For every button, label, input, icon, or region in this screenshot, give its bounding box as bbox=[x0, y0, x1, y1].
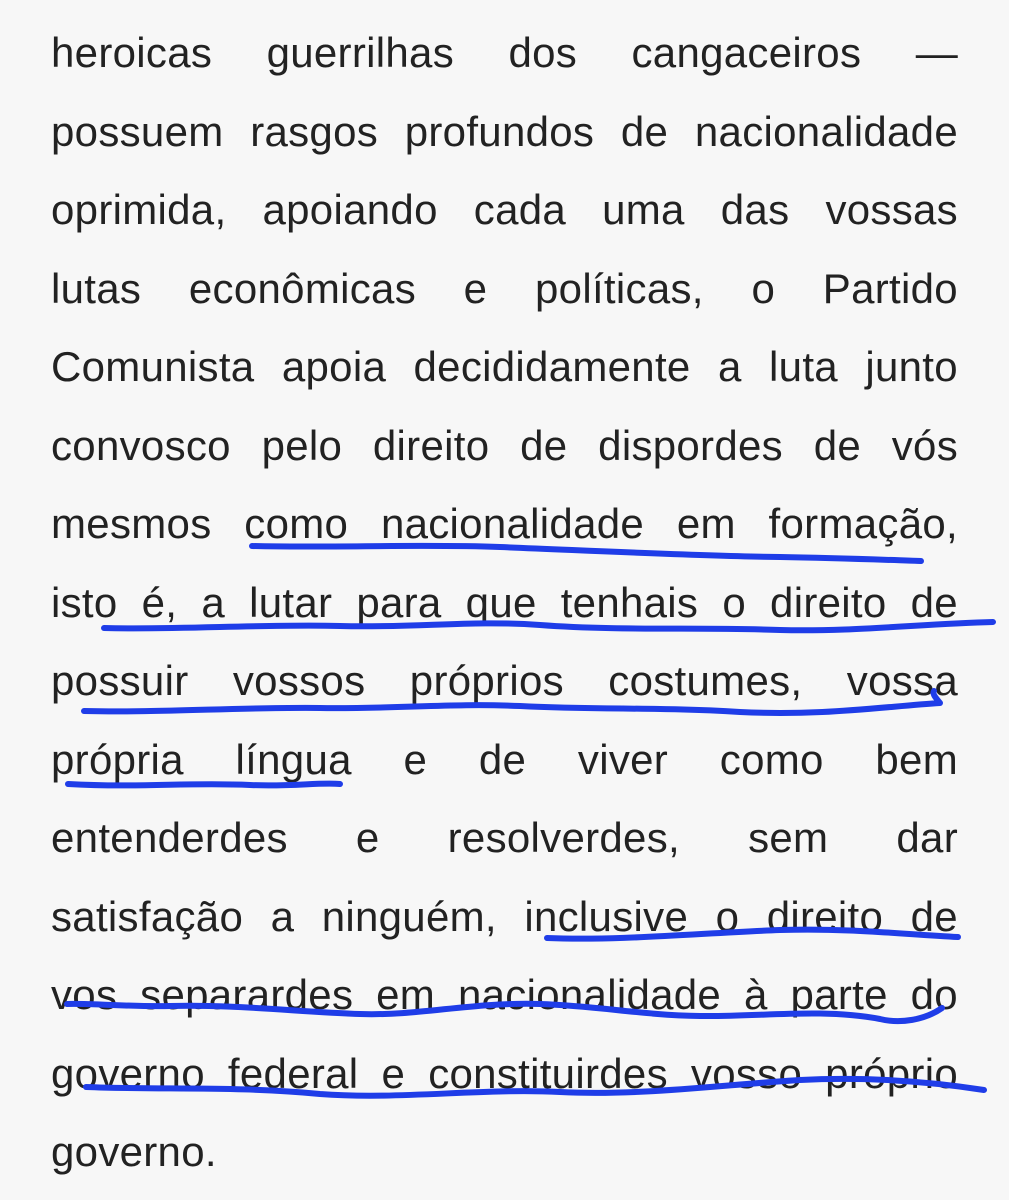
text-line bbox=[51, 642, 958, 721]
word: de bbox=[813, 421, 862, 469]
word: uma bbox=[602, 186, 685, 234]
word: bem bbox=[875, 735, 958, 783]
word: isto bbox=[51, 578, 118, 626]
text-line bbox=[51, 93, 958, 172]
word: próprio bbox=[825, 1049, 958, 1097]
word: direito bbox=[372, 421, 490, 469]
word: luta bbox=[769, 343, 838, 391]
word: de bbox=[520, 421, 568, 469]
word: mesmos bbox=[51, 500, 212, 548]
word: apoia bbox=[281, 343, 387, 391]
text-line bbox=[51, 721, 958, 800]
word: resolverdes, bbox=[447, 814, 680, 862]
word: do bbox=[910, 971, 958, 1019]
text-line bbox=[51, 171, 958, 250]
word: vossos bbox=[232, 657, 366, 705]
text-line bbox=[51, 485, 958, 564]
word: direito bbox=[766, 892, 884, 940]
word: Comunista bbox=[51, 343, 255, 391]
word: oprimida, bbox=[51, 186, 227, 234]
word: próprios bbox=[409, 657, 564, 705]
text-line bbox=[51, 250, 958, 329]
text-line bbox=[51, 407, 958, 486]
word: decididamente bbox=[413, 343, 691, 391]
word: de bbox=[910, 578, 958, 626]
word: como bbox=[719, 735, 824, 783]
word: dos bbox=[508, 29, 578, 77]
word: pelo bbox=[261, 421, 343, 469]
word: direito bbox=[770, 578, 887, 626]
word: de bbox=[620, 107, 669, 155]
word: profundos bbox=[404, 107, 595, 155]
word: costumes, bbox=[608, 657, 803, 705]
text-line bbox=[51, 799, 958, 878]
word: constituirdes bbox=[428, 1049, 668, 1097]
word: junto bbox=[865, 343, 958, 391]
word: ninguém, bbox=[321, 892, 497, 940]
word: lutas bbox=[51, 264, 142, 312]
text-line bbox=[51, 956, 958, 1035]
word: vós bbox=[891, 421, 958, 469]
word: como bbox=[244, 500, 349, 548]
text-line bbox=[51, 564, 958, 643]
text-line bbox=[51, 14, 958, 93]
paragraph bbox=[51, 14, 958, 1192]
word: e bbox=[403, 735, 428, 783]
word: viver bbox=[577, 735, 669, 783]
word: dispordes bbox=[598, 421, 783, 469]
word: o bbox=[751, 264, 776, 312]
word: inclusive bbox=[524, 892, 689, 940]
text-line bbox=[51, 328, 958, 407]
word: tenhais bbox=[560, 578, 699, 626]
word: própria bbox=[51, 735, 184, 783]
word: satisfação bbox=[51, 892, 244, 940]
text-line bbox=[51, 1113, 958, 1192]
word: o bbox=[722, 578, 746, 626]
word: em bbox=[376, 971, 436, 1019]
word: heroicas bbox=[51, 29, 213, 77]
word: possuir bbox=[51, 657, 189, 705]
word: a bbox=[717, 343, 742, 391]
word: cangaceiros bbox=[631, 29, 862, 77]
word: e bbox=[355, 814, 380, 862]
word: sem bbox=[748, 814, 829, 862]
word: para bbox=[356, 578, 442, 626]
word: o bbox=[715, 892, 740, 940]
word: cada bbox=[473, 186, 567, 234]
word: convosco bbox=[51, 421, 231, 469]
word: políticas, bbox=[535, 264, 704, 312]
word: nacionalidade bbox=[694, 107, 958, 155]
word: a bbox=[201, 578, 225, 626]
word: formação, bbox=[768, 500, 958, 548]
word: nacionalidade bbox=[380, 500, 645, 548]
word: guerrilhas bbox=[266, 29, 455, 77]
word: e bbox=[463, 264, 488, 312]
word: governo. bbox=[51, 1128, 217, 1176]
word: à bbox=[743, 971, 768, 1019]
word: de bbox=[478, 735, 527, 783]
word: federal bbox=[227, 1049, 359, 1097]
word: vossa bbox=[846, 657, 958, 705]
word: a bbox=[270, 892, 295, 940]
word: vossas bbox=[825, 186, 958, 234]
word: possuem bbox=[51, 107, 224, 155]
word: rasgos bbox=[250, 107, 379, 155]
word: entenderdes bbox=[51, 814, 288, 862]
word: econômicas bbox=[188, 264, 416, 312]
word: dar bbox=[896, 814, 958, 862]
word: em bbox=[676, 500, 736, 548]
word: é, bbox=[141, 578, 178, 626]
word: das bbox=[720, 186, 790, 234]
word: vos bbox=[51, 971, 118, 1019]
word: Partido bbox=[822, 264, 958, 312]
word: de bbox=[910, 892, 958, 940]
word: que bbox=[465, 578, 537, 626]
text-line bbox=[51, 1035, 958, 1114]
word: nacionalidade bbox=[457, 971, 722, 1019]
word: e bbox=[381, 1049, 406, 1097]
word: lutar bbox=[249, 578, 333, 626]
word: apoiando bbox=[262, 186, 438, 234]
word: língua bbox=[235, 735, 352, 783]
word: separardes bbox=[140, 971, 354, 1019]
word: governo bbox=[51, 1049, 205, 1097]
word: — bbox=[915, 29, 958, 77]
text-line bbox=[51, 878, 958, 957]
word: parte bbox=[790, 971, 888, 1019]
word: vosso bbox=[690, 1049, 803, 1097]
